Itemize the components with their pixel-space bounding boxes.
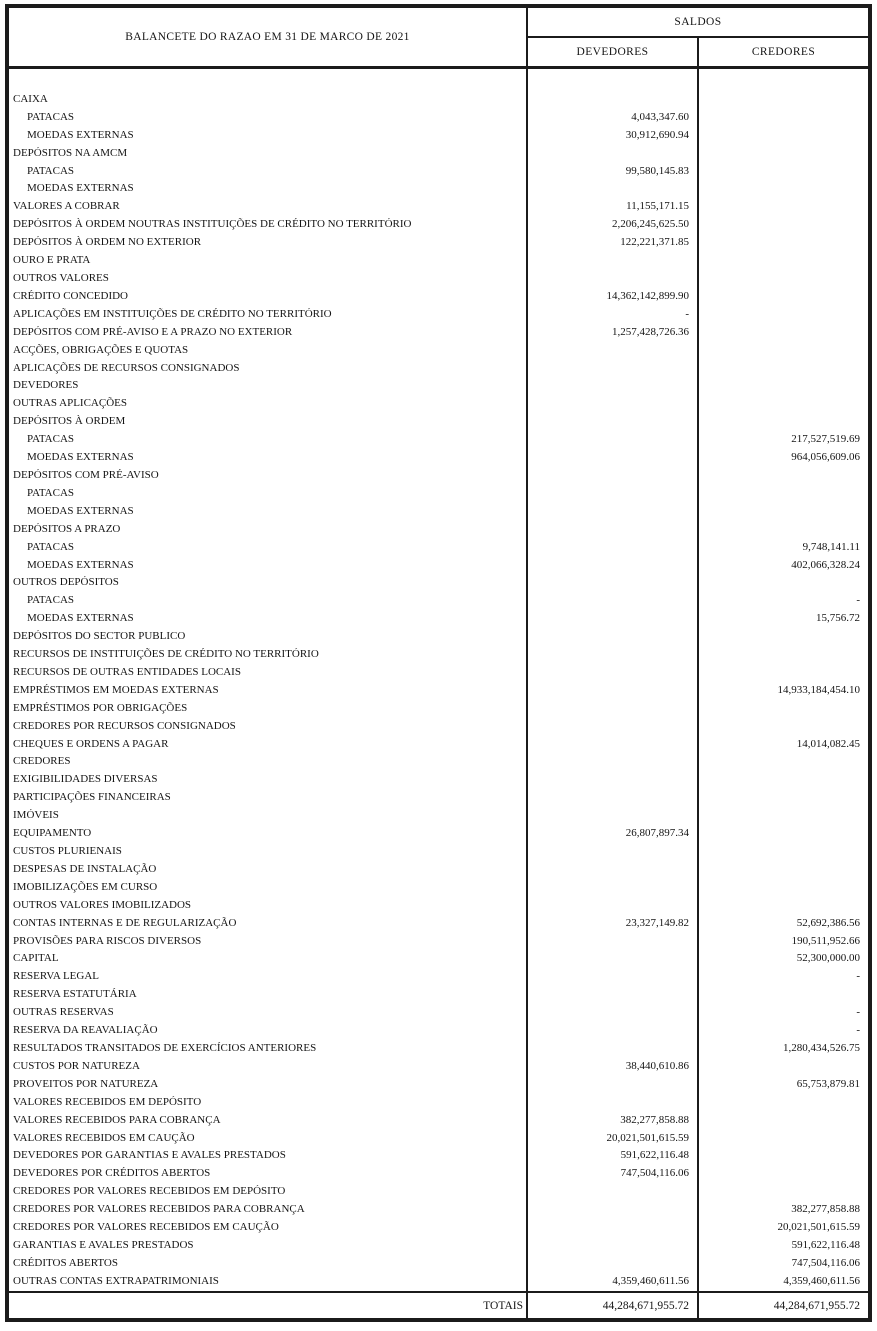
credores-value: 15,756.72 (816, 612, 860, 625)
table-row (9, 735, 868, 753)
table-row (9, 914, 868, 932)
account-label: DEPÓSITOS COM PRÉ-AVISO E A PRAZO NO EXTERIOR (13, 325, 293, 338)
account-label: OURO E PRATA (13, 254, 91, 267)
account-label: CHEQUES E ORDENS A PAGAR (13, 737, 169, 750)
table-row (9, 1039, 868, 1057)
devedores-value: 99,580,145.83 (625, 164, 689, 177)
account-label: RESERVA DA REAVALIAÇÃO (13, 1024, 158, 1037)
table-row (9, 824, 868, 842)
account-label: EXIGIBILIDADES DIVERSAS (13, 773, 158, 786)
table-row (9, 233, 868, 251)
table-row (9, 896, 868, 914)
account-label: CREDORES POR VALORES RECEBIDOS PARA COBRANÇA (13, 1203, 305, 1216)
table-row (9, 950, 868, 968)
table-row (9, 627, 868, 645)
table-row (9, 681, 868, 699)
devedores-value: 2,206,245,625.50 (612, 218, 689, 231)
credores-value: 964,056,609.06 (791, 451, 860, 464)
balance-sheet-table (5, 4, 872, 1322)
table-row (9, 466, 868, 484)
account-label: PATACAS (27, 540, 75, 553)
devedores-column-header: DEVEDORES (576, 46, 649, 58)
credores-value: 14,933,184,454.10 (777, 683, 860, 696)
account-label: PATACAS (27, 110, 75, 123)
credores-value: 20,021,501,615.59 (777, 1221, 860, 1234)
account-label: CAIXA (13, 92, 48, 105)
table-row (9, 573, 868, 591)
devedores-value: 382,277,858.88 (620, 1113, 689, 1126)
account-label: DEPÓSITOS A PRAZO (13, 522, 121, 535)
devedores-value: 1,257,428,726.36 (612, 325, 689, 338)
table-row (9, 1057, 868, 1075)
table-row (9, 609, 868, 627)
devedores-value: 20,021,501,615.59 (606, 1131, 689, 1144)
devedores-value: 23,327,149.82 (625, 916, 689, 929)
table-row (9, 1093, 868, 1111)
account-label: APLICAÇÕES EM INSTITUIÇÕES DE CRÉDITO NO TERRITÓRIO (13, 307, 332, 320)
account-label: DEPÓSITOS À ORDEM (13, 415, 126, 428)
account-label: PATACAS (27, 433, 75, 446)
devedores-value: 747,504,116.06 (620, 1167, 689, 1180)
devedores-value: 4,043,347.60 (631, 110, 689, 123)
account-label: PATACAS (27, 594, 75, 607)
table-row (9, 323, 868, 341)
devedores-value: 591,622,116.48 (620, 1149, 689, 1162)
table-row (9, 1129, 868, 1147)
account-label: MOEDAS EXTERNAS (27, 128, 134, 141)
credores-value: 9,748,141.11 (802, 540, 860, 553)
table-row (9, 717, 868, 735)
table-row (9, 430, 868, 448)
table-row (9, 878, 868, 896)
account-label: OUTROS VALORES IMOBILIZADOS (13, 898, 192, 911)
account-label: RESERVA LEGAL (13, 970, 100, 983)
account-label: PROVEITOS POR NATUREZA (13, 1077, 159, 1090)
account-label: RECURSOS DE OUTRAS ENTIDADES LOCAIS (13, 665, 241, 678)
account-label: DEVEDORES POR CRÉDITOS ABERTOS (13, 1167, 211, 1180)
table-row (9, 359, 868, 377)
table-row (9, 860, 868, 878)
table-row (9, 1218, 868, 1236)
account-label: RESERVA ESTATUTÁRIA (13, 988, 137, 1001)
account-label: RESULTADOS TRANSITADOS DE EXERCÍCIOS ANTERIORES (13, 1041, 317, 1054)
credores-value: 14,014,082.45 (796, 737, 860, 750)
account-label: VALORES RECEBIDOS PARA COBRANÇA (13, 1113, 221, 1126)
table-row (9, 377, 868, 395)
account-label: CREDORES POR RECURSOS CONSIGNADOS (13, 719, 236, 732)
account-label: PROVISÕES PARA RISCOS DIVERSOS (13, 934, 202, 947)
account-label: EQUIPAMENTO (13, 827, 92, 840)
credores-value: 65,753,879.81 (796, 1077, 860, 1090)
account-label: OUTRAS APLICAÇÕES (13, 397, 127, 410)
table-row (9, 806, 868, 824)
account-label: ACÇÕES, OBRIGAÇÕES E QUOTAS (13, 343, 189, 356)
table-row (9, 967, 868, 985)
table-row (9, 699, 868, 717)
credores-value: 52,300,000.00 (796, 952, 860, 965)
account-label: IMÓVEIS (13, 809, 59, 822)
credores-value: 382,277,858.88 (791, 1203, 860, 1216)
account-label: MOEDAS EXTERNAS (27, 504, 134, 517)
account-label: DEVEDORES (13, 379, 79, 392)
table-row (9, 591, 868, 609)
account-label: VALORES RECEBIDOS EM DEPÓSITO (13, 1095, 202, 1108)
credores-column-header: CREDORES (751, 46, 816, 58)
table-row (9, 484, 868, 502)
account-label: OUTROS DEPÓSITOS (13, 576, 119, 589)
table-row (9, 448, 868, 466)
account-label: OUTRAS CONTAS EXTRAPATRIMONIAIS (13, 1274, 219, 1287)
account-label: OUTRAS RESERVAS (13, 1006, 114, 1019)
account-label: DEPÓSITOS NA AMCM (13, 146, 128, 159)
account-label: PATACAS (27, 486, 75, 499)
account-label: MOEDAS EXTERNAS (27, 451, 134, 464)
totals-credores-value: 44,284,671,955.72 (773, 1299, 860, 1312)
account-label: DEPÓSITOS À ORDEM NOUTRAS INSTITUIÇÕES DE CRÉDITO NO TERRITÓRIO (13, 218, 412, 231)
table-row (9, 126, 868, 144)
account-label: PARTICIPAÇÕES FINANCEIRAS (13, 791, 171, 804)
table-row (9, 162, 868, 180)
account-label: VALORES A COBRAR (13, 200, 120, 213)
account-label: RECURSOS DE INSTITUIÇÕES DE CRÉDITO NO TERRITÓRIO (13, 648, 319, 661)
devedores-value: 26,807,897.34 (625, 827, 689, 840)
credores-value: - (856, 594, 860, 607)
table-row (9, 1003, 868, 1021)
table-row (9, 1111, 868, 1129)
account-label: CRÉDITOS ABERTOS (13, 1256, 118, 1269)
account-label: MOEDAS EXTERNAS (27, 612, 134, 625)
account-label: EMPRÉSTIMOS EM MOEDAS EXTERNAS (13, 683, 219, 696)
table-row (9, 663, 868, 681)
credores-value: - (856, 970, 860, 983)
table-row (9, 1254, 868, 1272)
saldos-header: SALDOS (674, 16, 722, 28)
devedores-value: 122,221,371.85 (620, 236, 689, 249)
table-row (9, 502, 868, 520)
totals-label: TOTAIS (483, 1299, 523, 1312)
table-row (9, 215, 868, 233)
account-label: CRÉDITO CONCEDIDO (13, 289, 128, 302)
account-label: CONTAS INTERNAS E DE REGULARIZAÇÃO (13, 916, 237, 929)
table-row (9, 251, 868, 269)
table-row (9, 1146, 868, 1164)
credores-value: 217,527,519.69 (791, 433, 860, 446)
account-label: CREDORES POR VALORES RECEBIDOS EM DEPÓSITO (13, 1185, 286, 1198)
table-row (9, 1236, 868, 1254)
table-row (9, 412, 868, 430)
table-row (9, 1200, 868, 1218)
account-label: PATACAS (27, 164, 75, 177)
table-row (9, 394, 868, 412)
account-label: EMPRÉSTIMOS POR OBRIGAÇÕES (13, 701, 188, 714)
table-row (9, 1182, 868, 1200)
table-row (9, 108, 868, 126)
devedores-value: 14,362,142,899.90 (606, 289, 689, 302)
account-label: GARANTIAS E AVALES PRESTADOS (13, 1238, 194, 1251)
account-label: MOEDAS EXTERNAS (27, 182, 134, 195)
credores-value: 1,280,434,526.75 (783, 1041, 860, 1054)
totals-devedores-value: 44,284,671,955.72 (602, 1299, 689, 1312)
credores-value: 52,692,386.56 (796, 916, 860, 929)
table-row (9, 932, 868, 950)
table-row (9, 538, 868, 556)
devedores-value: - (685, 307, 689, 320)
account-label: DEPÓSITOS COM PRÉ-AVISO (13, 468, 159, 481)
report-title: BALANCETE DO RAZAO EM 31 DE MARCO DE 2021 (125, 31, 410, 43)
devedores-value: 11,155,171.15 (626, 200, 689, 213)
account-label: VALORES RECEBIDOS EM CAUÇÃO (13, 1131, 195, 1144)
table-row (9, 287, 868, 305)
table-row (9, 1021, 868, 1039)
table-row (9, 753, 868, 771)
devedores-value: 4,359,460,611.56 (612, 1274, 689, 1287)
credores-value: - (856, 1024, 860, 1037)
table-row (9, 1272, 868, 1290)
account-label: IMOBILIZAÇÕES EM CURSO (13, 880, 158, 893)
account-label: DEVEDORES POR GARANTIAS E AVALES PRESTADOS (13, 1149, 286, 1162)
account-label: DEPÓSITOS DO SECTOR PUBLICO (13, 630, 186, 643)
account-label: CREDORES (13, 755, 71, 768)
devedores-value: 30,912,690.94 (625, 128, 689, 141)
credores-value: 747,504,116.06 (791, 1256, 860, 1269)
table-row (9, 520, 868, 538)
table-row (9, 197, 868, 215)
table-row (9, 556, 868, 574)
account-label: CUSTOS PLURIENAIS (13, 845, 122, 858)
table-row (9, 985, 868, 1003)
account-label: MOEDAS EXTERNAS (27, 558, 134, 571)
table-row (9, 788, 868, 806)
table-row (9, 1164, 868, 1182)
table-row (9, 305, 868, 323)
table-row (9, 1075, 868, 1093)
table-row (9, 144, 868, 162)
table-row (9, 269, 868, 287)
table-row (9, 90, 868, 108)
totals-row (9, 1293, 868, 1318)
account-label: DESPESAS DE INSTALAÇÃO (13, 862, 157, 875)
table-row (9, 341, 868, 359)
account-label: DEPÓSITOS À ORDEM NO EXTERIOR (13, 236, 202, 249)
table-row (9, 645, 868, 663)
table-row (9, 842, 868, 860)
account-label: APLICAÇÕES DE RECURSOS CONSIGNADOS (13, 361, 240, 374)
credores-value: 591,622,116.48 (791, 1238, 860, 1251)
account-label: CUSTOS POR NATUREZA (13, 1059, 140, 1072)
account-label: OUTROS VALORES (13, 272, 109, 285)
account-label: CREDORES POR VALORES RECEBIDOS EM CAUÇÃO (13, 1221, 279, 1234)
account-rows (9, 69, 868, 1290)
credores-value: 190,511,952.66 (791, 934, 860, 947)
credores-value: 4,359,460,611.56 (783, 1274, 860, 1287)
devedores-value: 38,440,610.86 (625, 1059, 689, 1072)
account-label: CAPITAL (13, 952, 59, 965)
table-row (9, 180, 868, 198)
credores-value: - (856, 1006, 860, 1019)
credores-value: 402,066,328.24 (791, 558, 860, 571)
table-row (9, 770, 868, 788)
